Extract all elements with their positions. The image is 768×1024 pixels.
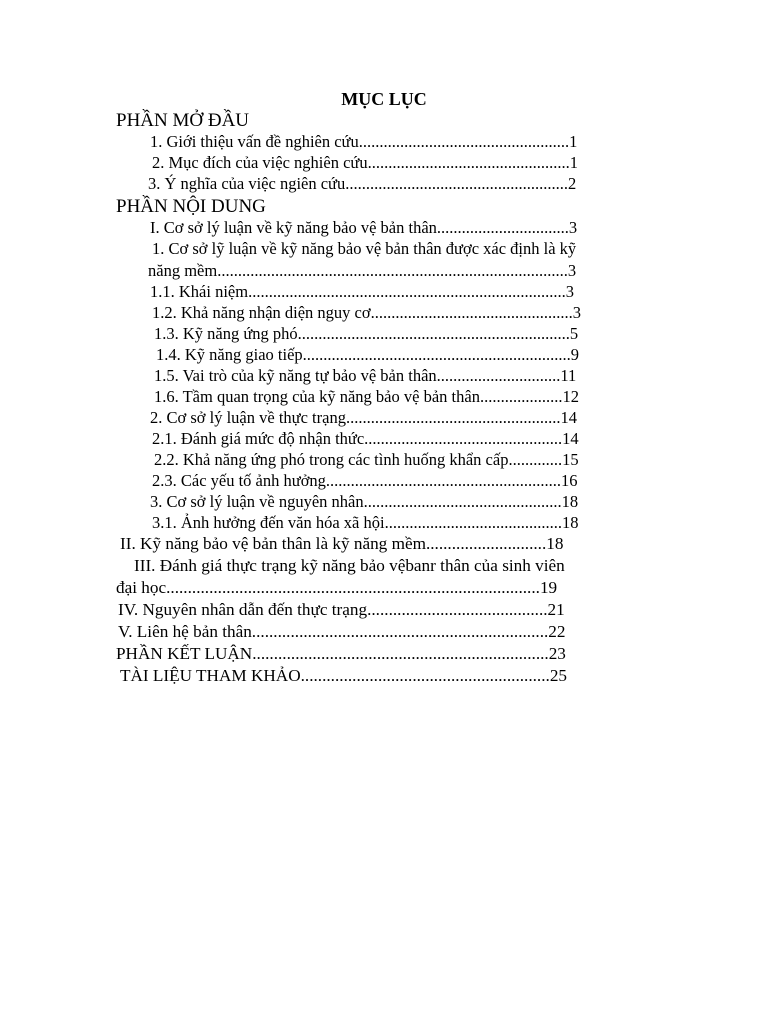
toc-entry: II. Kỹ năng bảo vệ bản thân là kỹ năng mềm............................18 xyxy=(120,534,564,553)
toc-entry: V. Liên hệ bản thân.....................................................................22 xyxy=(118,622,566,641)
page-title: MỤC LỤC xyxy=(341,89,427,109)
toc-entry: năng mềm.....................................................................................3 xyxy=(148,261,577,280)
toc-entry: I. Cơ sở lý luận về kỹ năng bảo vệ bản thân................................3 xyxy=(150,218,578,237)
toc-entry: 1.6. Tầm quan trọng của kỹ năng bảo vệ bản thân....................12 xyxy=(154,387,579,406)
toc-entry: 3. Ý nghĩa của việc ngiên cứu......................................................2 xyxy=(148,174,577,193)
toc-entry: PHẦN KẾT LUẬN.....................................................................23 xyxy=(116,644,566,663)
toc-entry: đại học.......................................................................................19 xyxy=(116,578,558,597)
toc-entry: 1. Giới thiệu vấn đề nghiên cứu...................................................1 xyxy=(150,132,578,151)
toc-entry: 1. Cơ sở lỹ luận về kỹ năng bảo vệ bản thân được xác định là kỹ xyxy=(152,239,577,258)
toc-entry: 2. Mục đích của việc nghiên cứu.................................................1 xyxy=(152,153,578,172)
toc-entry: III. Đánh giá thực trạng kỹ năng bảo vệbanr thân của sinh viên xyxy=(134,556,565,575)
toc-heading: PHẦN NỘI DUNG xyxy=(116,196,266,217)
toc-entry: 1.3. Kỹ năng ứng phó..................................................................5 xyxy=(154,324,579,343)
toc-entry: 1.4. Kỹ năng giao tiếp.................................................................9 xyxy=(156,345,580,364)
toc-heading: PHẦN MỞ ĐẦU xyxy=(116,110,250,131)
toc-entry: 2. Cơ sở lý luận về thực trạng....................................................14 xyxy=(150,408,577,427)
toc-entry: 2.1. Đánh giá mức độ nhận thức................................................14 xyxy=(152,429,579,448)
toc-entry: 3. Cơ sở lý luận về nguyên nhân................................................18 xyxy=(150,492,579,511)
toc-entry: 1.5. Vai trò của kỹ năng tự bảo vệ bản thân..............................11 xyxy=(154,366,577,385)
toc-entry: 2.2. Khả năng ứng phó trong các tình huống khẩn cấp.............15 xyxy=(154,450,579,469)
toc-entry: IV. Nguyên nhân dẫn đến thực trạng..........................................21 xyxy=(118,600,565,619)
toc-entry: 3.1. Ảnh hưởng đến văn hóa xã hội...........................................18 xyxy=(152,513,579,532)
toc-entry: 1.2. Khả năng nhận diện nguy cơ.................................................3 xyxy=(152,303,581,322)
toc-entry: 1.1. Khái niệm.............................................................................3 xyxy=(150,282,574,301)
toc-entry: 2.3. Các yếu tố ảnh hưởng.........................................................16 xyxy=(152,471,578,490)
toc-entry: TÀI LIỆU THAM KHẢO..........................................................25 xyxy=(120,666,568,685)
